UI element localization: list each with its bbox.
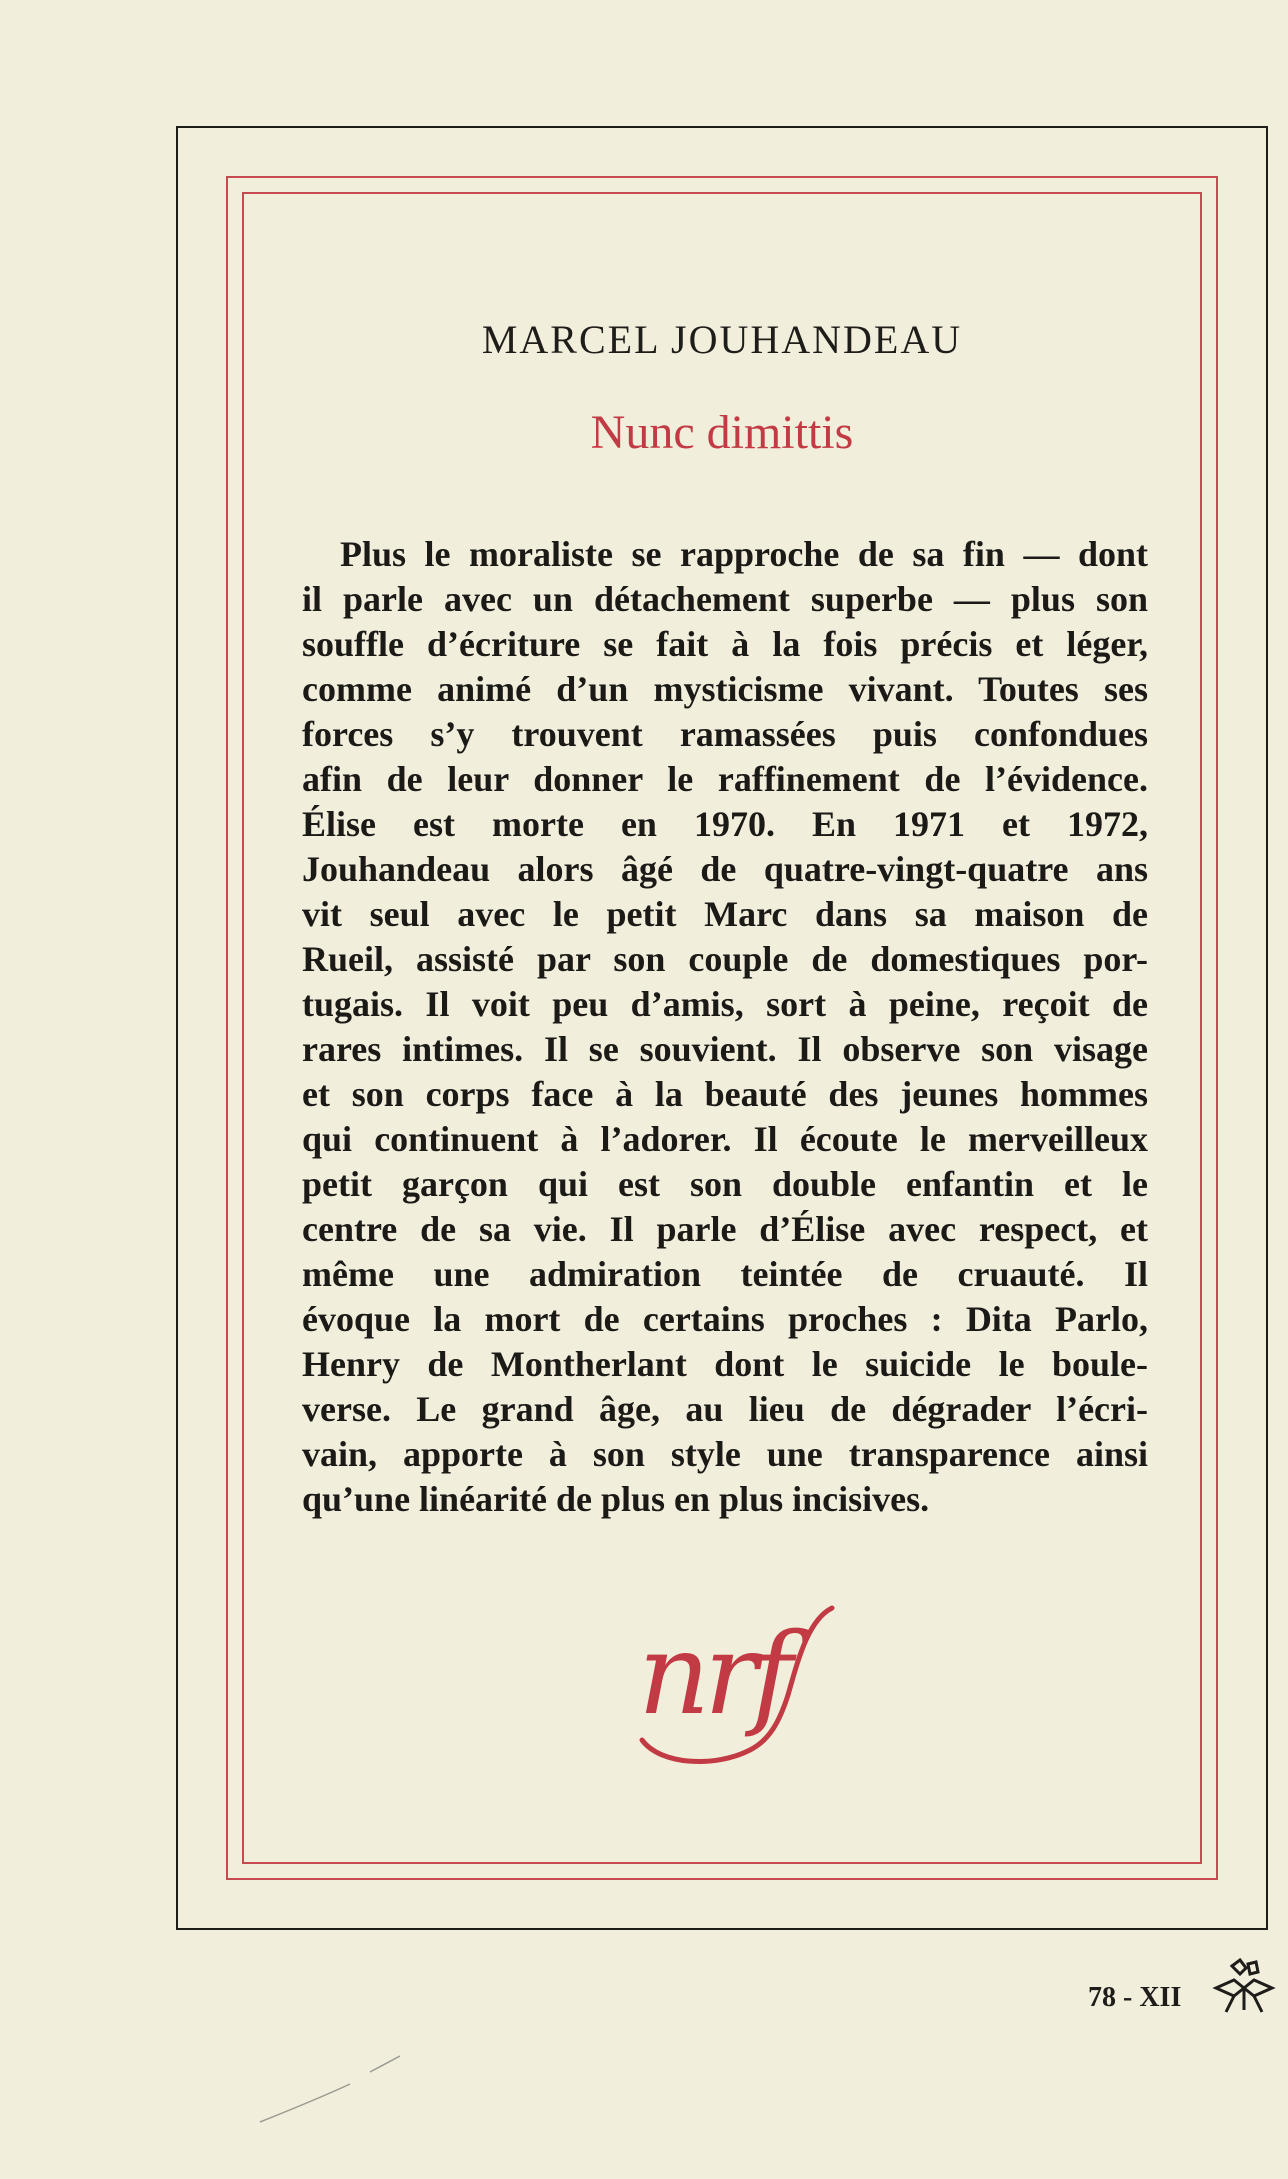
blurb-text (302, 532, 1148, 1522)
blurb-line: il parle avec un détachement superbe — plus son (302, 579, 1148, 619)
publisher-emblem-icon (1212, 1958, 1276, 2018)
blurb-line: centre de sa vie. Il parle d’Élise avec respect, et (302, 1209, 1148, 1249)
pencil-scratch-mark (250, 2050, 410, 2130)
nrf-logo-text: nrf (638, 1610, 788, 1740)
blurb-line: Élise est morte en 1970. En 1971 et 1972, (302, 804, 1148, 844)
blurb-line: Rueil, assisté par son couple de domestiques por- (302, 939, 1148, 979)
blurb-line: évoque la mort de certains proches : Dita Parlo, (302, 1299, 1148, 1339)
blurb-line: vit seul avec le petit Marc dans sa maison de (302, 894, 1148, 934)
blurb-line: rares intimes. Il se souvient. Il observe son visage (302, 1029, 1148, 1069)
blurb-line: Henry de Montherlant dont le suicide le boule- (302, 1344, 1148, 1384)
author-name: MARCEL JOUHANDEAU (481, 317, 963, 362)
blurb-line: petit garçon qui est son double enfantin et le (302, 1164, 1148, 1204)
blurb-line: vain, apporte à son style une transparence ainsi (302, 1434, 1148, 1474)
blurb-line: afin de leur donner le raffinement de l’évidence. (302, 759, 1148, 799)
blurb-line: souffle d’écriture se fait à la fois précis et léger, (302, 624, 1148, 664)
blurb-line: qu’une linéarité de plus en plus incisives. (302, 1479, 930, 1519)
blurb-line: Jouhandeau alors âgé de quatre-vingt-quatre ans (302, 849, 1148, 889)
blurb-line: et son corps face à la beauté des jeunes hommes (302, 1074, 1148, 1114)
book-title: Nunc dimittis (590, 406, 854, 459)
blurb-line: forces s’y trouvent ramassées puis confondues (302, 714, 1148, 754)
nrf-logo (620, 1590, 850, 1770)
blurb-line: verse. Le grand âge, au lieu de dégrader l’écri- (302, 1389, 1148, 1429)
blurb-line: tugais. Il voit peu d’amis, sort à peine, reçoit de (302, 984, 1148, 1024)
blurb-line: même une admiration teintée de cruauté. Il (302, 1254, 1148, 1294)
collection-reference: 78 - XII (1088, 1982, 1182, 2013)
blurb-line: qui continuent à l’adorer. Il écoute le merveilleux (302, 1119, 1148, 1159)
blurb-line: Plus le moraliste se rapproche de sa fin — dont (340, 534, 1148, 574)
blurb-line: comme animé d’un mysticisme vivant. Toutes ses (302, 669, 1148, 709)
